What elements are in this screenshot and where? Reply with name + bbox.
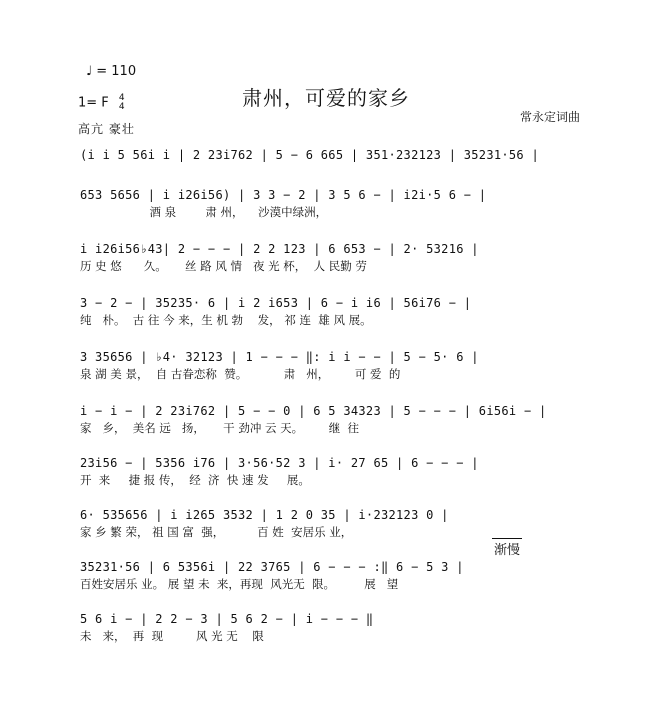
notes-line: 3 − 2 − | 35235· 6 | i 2 i653 | 6 − i i6 | 56i76 − | bbox=[80, 296, 472, 310]
lyrics-line: 历 史 悠 久。 丝 路 风 情 夜 光 杯， 人 民勤 劳 bbox=[80, 259, 367, 273]
lyrics-line: 家 乡 繁 荣， 祖 国 富 强， 百 姓 安居乐 业， bbox=[80, 525, 353, 539]
lyrics-line: 酒 泉 肃 州， 沙漠中绿洲， bbox=[80, 205, 328, 219]
score-system-8 bbox=[80, 506, 580, 540]
score-system-1 bbox=[80, 146, 580, 180]
notes-line: (i i 5 56i i | 2 23i762 | 5 − 6 665 | 351·232123 | 35231·56 | bbox=[80, 148, 540, 162]
notes-line: 23i56 − | 5356 i76 | 3·56·52 3 | i· 27 65 | 6 − − − | bbox=[80, 456, 479, 470]
song-title: 肃州，可爱的家乡 bbox=[242, 86, 410, 110]
lyrics-line: 泉 湖 美 景， 自 古眷恋称 赞。 肃 州， 可 爱 的 bbox=[80, 367, 401, 381]
composer-credit: 常永定词曲 bbox=[520, 110, 581, 124]
notes-line: i i26i56♭43| 2 − − − | 2 2 123 | 6 653 − | 2· 53216 | bbox=[80, 242, 479, 256]
notes-line: 653 5656 | i i26i56) | 3 3 − 2 | 3 5 6 − | i2i·5 6 − | bbox=[80, 188, 487, 202]
time-bottom: 4 bbox=[118, 102, 125, 112]
score-system-2 bbox=[80, 186, 580, 220]
lyrics-line: 开 来 捷 报 传， 经 济 快 速 发 展。 bbox=[80, 473, 310, 487]
score-system-9 bbox=[80, 558, 580, 592]
tempo-text: ♩ = 110 bbox=[86, 64, 137, 79]
notes-line: 35231·56 | 6 5356i | 22 3765 | 6 − − − :‖ 6 − 5 3 | bbox=[80, 560, 464, 574]
score-system-10 bbox=[80, 610, 580, 644]
notes-line: 5 6 i − | 2 2 − 3 | 5 6 2 − | i − − − ‖ bbox=[80, 612, 374, 626]
lyrics-line: 百姓安居乐 业。 展 望 未 来，再现 风光无 限。 展 望 bbox=[80, 577, 399, 591]
notes-line: i − i − | 2 23i762 | 5 − − 0 | 6 5 34323 | 5 − − − | 6i56i − | bbox=[80, 404, 547, 418]
key-text: 1= F bbox=[78, 95, 109, 111]
lyrics-line: 纯 朴。 古 往 今 来，生 机 勃 发， 祁 连 雄 风 展。 bbox=[80, 313, 372, 327]
ritardando-instruction: 渐慢 bbox=[492, 538, 522, 558]
score-system-4 bbox=[80, 294, 580, 328]
lyrics-line bbox=[80, 164, 580, 180]
notes-line: 3 35656 | ♭4· 32123 | 1 − − − ‖: i i − − | 5 − 5· 6 | bbox=[80, 350, 479, 364]
lyrics-line: 家 乡， 美名 远 扬， 干 劲冲 云 天。 继 往 bbox=[80, 421, 360, 435]
notes-line: 6· 535656 | i i265 3532 | 1 2 0 35 | i·232123 0 | bbox=[80, 508, 449, 522]
score-system-5 bbox=[80, 348, 580, 382]
score-system-6 bbox=[80, 402, 580, 436]
lyrics-line: 未 来， 再 现 风 光 无 限 bbox=[80, 629, 264, 643]
time-top: 4 bbox=[118, 93, 125, 103]
tempo-marking bbox=[86, 64, 136, 79]
performance-instruction: 高亢 豪壮 bbox=[78, 122, 135, 136]
score-system-7 bbox=[80, 454, 580, 488]
score-system-3 bbox=[80, 240, 580, 274]
